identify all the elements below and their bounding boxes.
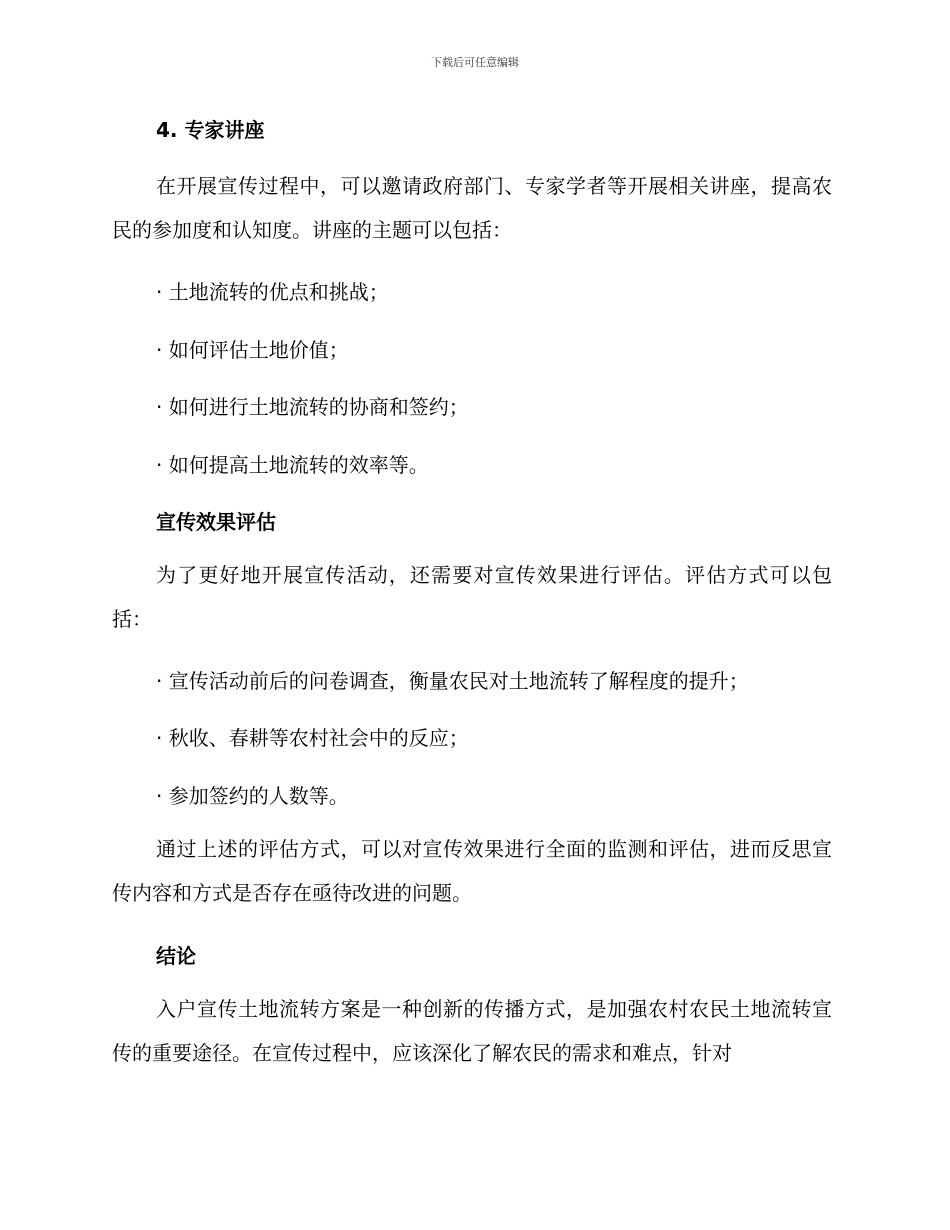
heading-evaluation: 宣传效果评估	[156, 510, 276, 534]
list-item: · 如何提高土地流转的效率等。	[156, 453, 429, 477]
heading-conclusion: 结论	[156, 944, 196, 968]
list-item: · 宣传活动前后的问卷调查，衡量农民对土地流转了解程度的提升；	[156, 669, 749, 693]
heading-expert-lecture: 4. 专家讲座	[156, 118, 265, 142]
list-item: · 秋收、春耕等农村社会中的反应；	[156, 726, 469, 750]
paragraph-conclusion: 入户宣传土地流转方案是一种创新的传播方式，是加强农村农民土地流转宣传的重要途径。在宣传过程中，应该深化了解农民的需求和难点，针对	[112, 997, 832, 1065]
paragraph-evaluation-intro: 为了更好地开展宣传活动，还需要对宣传效果进行评估。评估方式可以包括：	[112, 563, 832, 631]
list-item: · 土地流转的优点和挑战；	[156, 280, 389, 304]
paragraph-lecture-intro: 在开展宣传过程中，可以邀请政府部门、专家学者等开展相关讲座，提高农民的参加度和认知度。讲座的主题可以包括：	[112, 174, 832, 242]
page-header: 下载后可任意编辑	[431, 56, 519, 69]
paragraph-evaluation-summary: 通过上述的评估方式，可以对宣传效果进行全面的监测和评估，进而反思宣传内容和方式是否存在亟待改进的问题。	[112, 837, 832, 905]
list-item: · 参加签约的人数等。	[156, 784, 349, 808]
list-item: · 如何评估土地价值；	[156, 338, 349, 362]
list-item: · 如何进行土地流转的协商和签约；	[156, 395, 469, 419]
